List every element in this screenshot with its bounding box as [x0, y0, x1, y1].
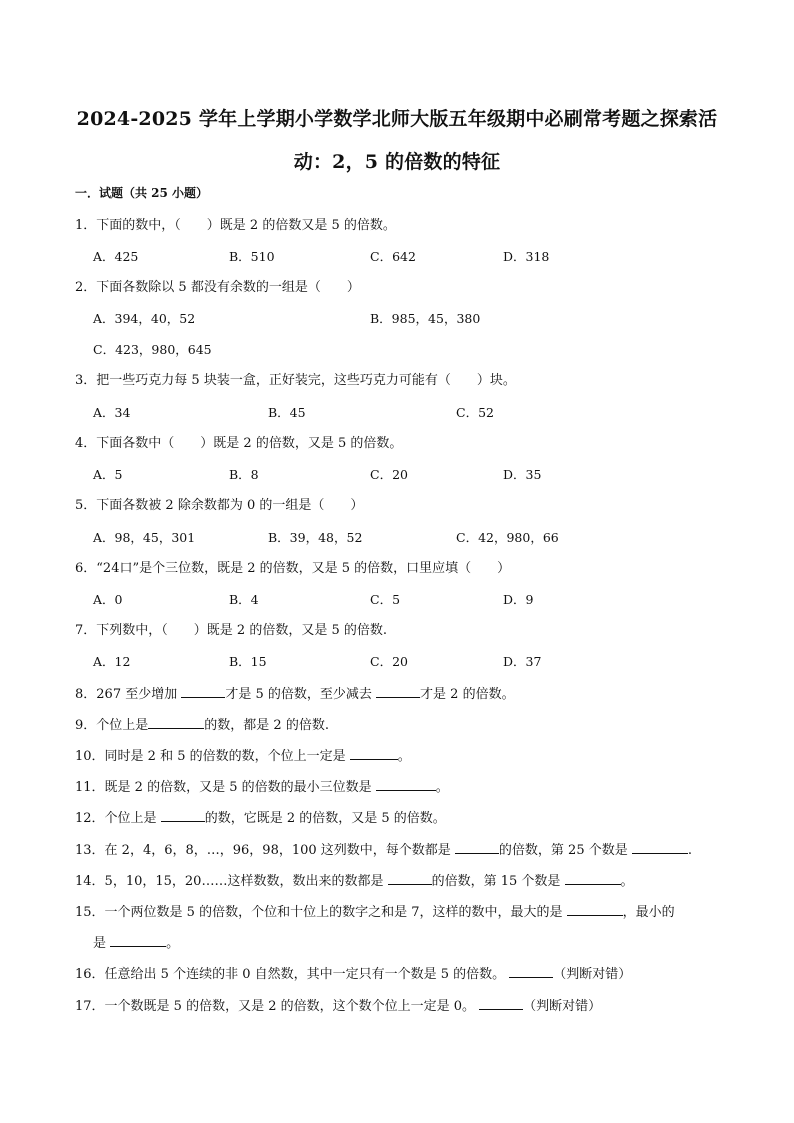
answer-blank[interactable]: [350, 747, 398, 760]
question-text: 下面的数中，（ ）既是 2 的倍数又是 5 的倍数。: [96, 218, 396, 233]
question-17: 17．一个数既是 5 的倍数，又是 2 的倍数，这个数个位上一定是 0。 （判断对错）: [75, 999, 602, 1014]
option-b: B．15: [229, 654, 267, 669]
answer-blank[interactable]: [509, 965, 553, 978]
question-8: 8．267 至少增加 才是 5 的倍数，至少减去 才是 2 的倍数。: [75, 687, 515, 702]
answer-blank[interactable]: [148, 716, 204, 729]
question-15-continued: 是 。: [93, 936, 180, 951]
question-3: [75, 372, 516, 390]
question-14: 14．5，10，15，20……这样数数，数出来的数都是 的倍数，第 15 个数是 。: [75, 874, 634, 889]
option-c: C．20: [370, 467, 408, 482]
option-b: B．8: [229, 467, 259, 482]
option-d: D．35: [503, 467, 542, 482]
question-text: “24口”是个三位数，既是 2 的倍数，又是 5 的倍数，口里应填（ ）: [96, 561, 511, 576]
option-c: C．20: [370, 654, 408, 669]
option-b: B．45: [268, 405, 306, 420]
answer-blank[interactable]: [161, 809, 205, 822]
option-b: B．510: [229, 249, 275, 264]
option-c: C．5: [370, 592, 401, 607]
question-16: 16．任意给出 5 个连续的非 0 自然数，其中一定只有一个数是 5 的倍数。 （判断对错）: [75, 967, 632, 982]
question-11: 11．既是 2 的倍数，又是 5 的倍数的最小三位数是 。: [75, 780, 449, 795]
option-a: A．34: [93, 405, 131, 420]
question-5: [75, 497, 363, 515]
question-10: 10．同时是 2 和 5 的倍数的数，个位上一定是 。: [75, 749, 411, 764]
option-d: D．9: [503, 592, 534, 607]
question-number: 4．: [75, 436, 97, 451]
question-6: [75, 560, 510, 578]
page-title-line-2: 动：2，5 的倍数的特征: [293, 151, 501, 173]
option-c: C．642: [370, 249, 416, 264]
option-d: D．318: [503, 249, 550, 264]
question-number: 5．: [75, 498, 97, 513]
option-c: C．42，980，66: [456, 530, 559, 545]
question-4: [75, 435, 402, 453]
question-text: 下面各数除以 5 都没有余数的一组是（ ）: [96, 280, 360, 295]
option-c: C．52: [456, 405, 494, 420]
question-12: 12．个位上是 的数，它既是 2 的倍数，又是 5 的倍数。: [75, 811, 446, 826]
answer-blank[interactable]: [565, 872, 621, 885]
question-text: 下列数中，（ ）既是 2 的倍数，又是 5 的倍数.: [96, 623, 387, 638]
option-d: D．37: [503, 654, 542, 669]
question-number: 1．: [75, 218, 97, 233]
question-text: 把一些巧克力每 5 块装一盒，正好装完，这些巧克力可能有（ ）块。: [96, 373, 516, 388]
question-number: 2．: [75, 280, 97, 295]
question-2: [75, 279, 360, 297]
section-heading: 一．试题（共 25 小题）: [75, 186, 209, 200]
option-b: B．985，45，380: [370, 311, 481, 326]
option-a: A．394，40，52: [93, 311, 196, 326]
option-c: C．423，980，645: [93, 342, 212, 357]
question-1: [75, 217, 396, 235]
page-title-line-1: 2024-2025 学年上学期小学数学北师大版五年级期中必刷常考题之探索活: [76, 108, 718, 130]
answer-blank[interactable]: [110, 934, 166, 947]
option-a: A．12: [93, 654, 131, 669]
option-a: A．98，45，301: [93, 530, 196, 545]
option-b: B．39，48，52: [268, 530, 363, 545]
option-a: A．5: [93, 467, 123, 482]
answer-blank[interactable]: [455, 841, 499, 854]
question-number: 6．: [75, 561, 97, 576]
question-text: 下面各数被 2 除余数都为 0 的一组是（ ）: [96, 498, 364, 513]
question-number: 7．: [75, 623, 97, 638]
option-b: B．4: [229, 592, 259, 607]
answer-blank[interactable]: [479, 997, 523, 1010]
question-7: [75, 622, 387, 640]
question-text: 下面各数中（ ）既是 2 的倍数，又是 5 的倍数。: [96, 436, 403, 451]
answer-blank[interactable]: [376, 778, 436, 791]
option-a: A．425: [93, 249, 139, 264]
question-9: 9．个位上是 的数，都是 2 的倍数.: [75, 718, 329, 733]
answer-blank[interactable]: [388, 872, 432, 885]
answer-blank[interactable]: [376, 685, 420, 698]
question-15: 15．一个两位数是 5 的倍数，个位和十位上的数字之和是 7，这样的数中，最大的是 ，最小的: [75, 905, 675, 920]
question-13: 13．在 2，4，6，8，…，96，98，100 这列数中，每个数都是 的倍数，第 25 个数是 .: [75, 843, 693, 858]
answer-blank[interactable]: [567, 903, 623, 916]
answer-blank[interactable]: [632, 841, 688, 854]
answer-blank[interactable]: [181, 685, 225, 698]
question-number: 3．: [75, 373, 97, 388]
option-a: A．0: [93, 592, 123, 607]
